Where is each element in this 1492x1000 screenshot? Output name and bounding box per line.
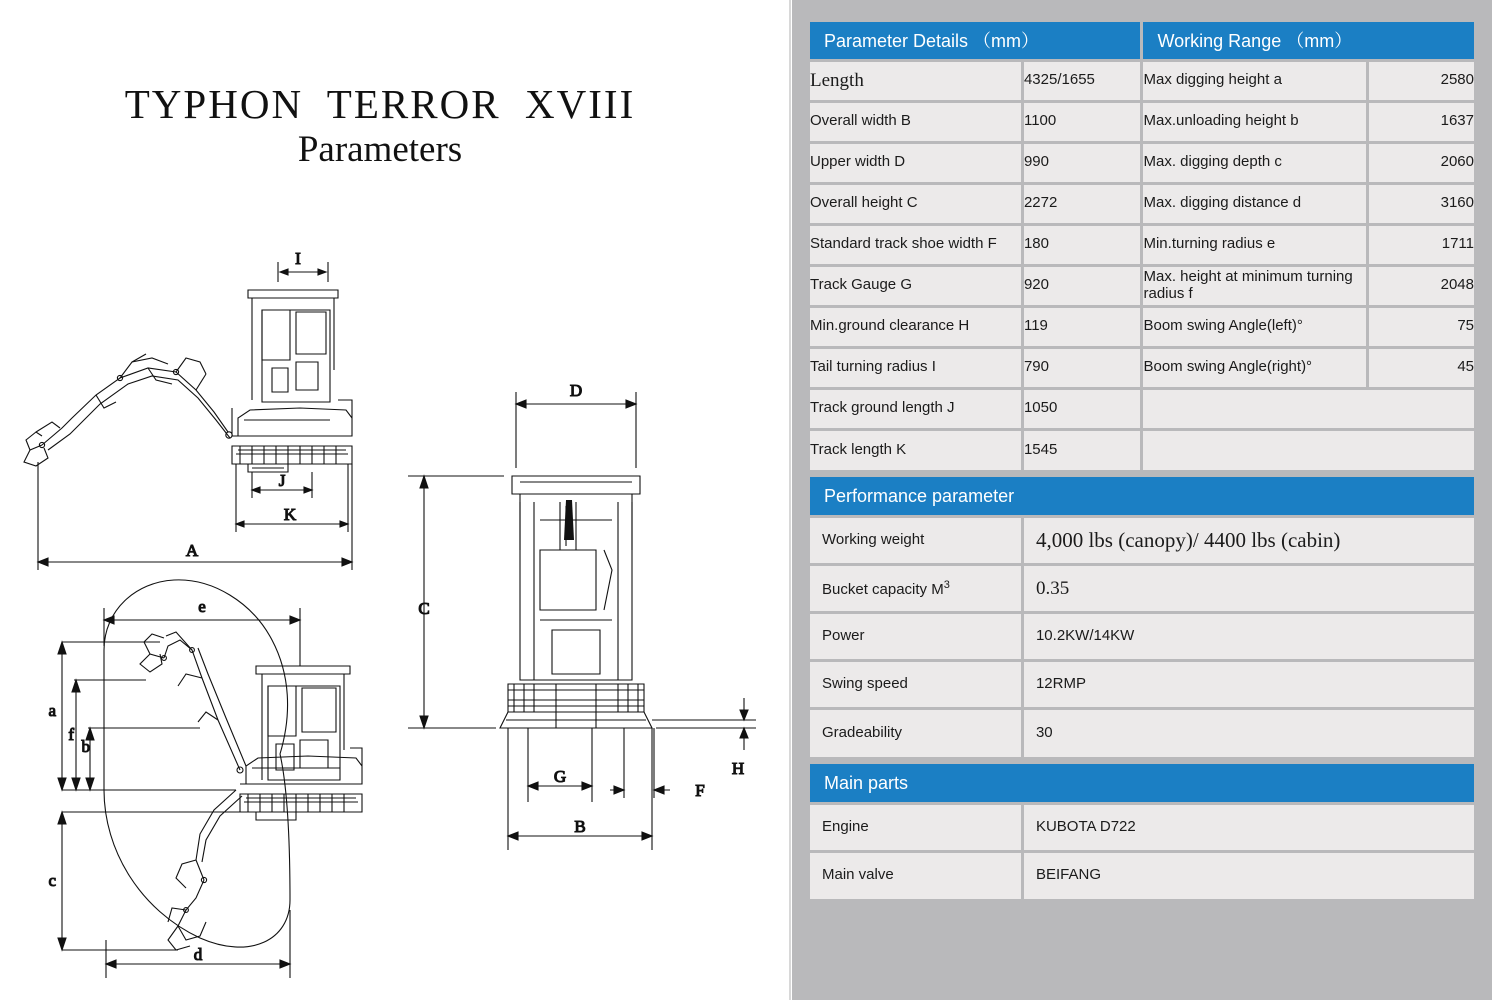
param-name: Track Gauge G bbox=[810, 265, 1022, 306]
param-value: 2272 bbox=[1022, 183, 1142, 224]
range-value: 2060 bbox=[1368, 142, 1474, 183]
range-name: Min.turning radius e bbox=[1142, 224, 1368, 265]
param-value: 990 bbox=[1022, 142, 1142, 183]
param-name: Track length K bbox=[810, 429, 1022, 470]
range-name: Max. height at minimum turning radius f bbox=[1142, 265, 1368, 306]
param-name: Overall height C bbox=[810, 183, 1022, 224]
dim-label-a: a bbox=[48, 701, 56, 720]
perf-name: Working weight bbox=[810, 517, 1022, 565]
range-value: 2048 bbox=[1368, 265, 1474, 306]
param-value: 119 bbox=[1022, 306, 1142, 347]
range-name: Boom swing Angle(left)° bbox=[1142, 306, 1368, 347]
param-value: 1545 bbox=[1022, 429, 1142, 470]
part-value: BEIFANG bbox=[1022, 851, 1474, 899]
header-working-range: Working Range （mm） bbox=[1142, 22, 1474, 60]
dim-label-I: I bbox=[295, 250, 301, 268]
range-value: 3160 bbox=[1368, 183, 1474, 224]
table-row bbox=[810, 265, 1474, 306]
param-value: 1050 bbox=[1022, 388, 1142, 429]
range-value: 1637 bbox=[1368, 101, 1474, 142]
table-row bbox=[810, 851, 1474, 899]
perf-value: 12RMP bbox=[1022, 661, 1474, 709]
performance-table bbox=[810, 515, 1474, 757]
table-row bbox=[810, 388, 1474, 429]
main-parts-table bbox=[810, 802, 1474, 900]
table-row bbox=[810, 183, 1474, 224]
param-name: Min.ground clearance H bbox=[810, 306, 1022, 347]
part-name: Engine bbox=[810, 803, 1022, 851]
dim-label-C: C bbox=[418, 599, 430, 618]
parameter-table bbox=[810, 22, 1474, 470]
param-name: Overall width B bbox=[810, 101, 1022, 142]
param-value: 1100 bbox=[1022, 101, 1142, 142]
param-value: 180 bbox=[1022, 224, 1142, 265]
range-empty bbox=[1142, 388, 1474, 429]
title-block bbox=[0, 82, 760, 172]
dim-label-J: J bbox=[278, 471, 286, 490]
range-value: 75 bbox=[1368, 306, 1474, 347]
range-value: 45 bbox=[1368, 347, 1474, 388]
perf-value: 10.2KW/14KW bbox=[1022, 613, 1474, 661]
perf-value: 30 bbox=[1022, 709, 1474, 757]
range-name: Max digging height a bbox=[1142, 60, 1368, 101]
dim-label-G: G bbox=[553, 767, 567, 786]
perf-name: Swing speed bbox=[810, 661, 1022, 709]
param-name: Track ground length J bbox=[810, 388, 1022, 429]
table-row bbox=[810, 347, 1474, 388]
header-parameter-details: Parameter Details （mm） bbox=[810, 22, 1142, 60]
excavator-drawings bbox=[0, 250, 790, 995]
table-row bbox=[810, 224, 1474, 265]
table-row bbox=[810, 803, 1474, 851]
table-row bbox=[810, 661, 1474, 709]
range-name: Boom swing Angle(right)° bbox=[1142, 347, 1368, 388]
table-header-row bbox=[810, 22, 1474, 60]
perf-name: Power bbox=[810, 613, 1022, 661]
dim-label-H: H bbox=[731, 759, 745, 778]
table-row bbox=[810, 306, 1474, 347]
perf-name: Gradeability bbox=[810, 709, 1022, 757]
page-title: TYPHON TERROR XVIII bbox=[124, 81, 636, 127]
performance-section-title: Performance parameter bbox=[810, 477, 1474, 515]
param-value: 790 bbox=[1022, 347, 1142, 388]
table-row bbox=[810, 565, 1474, 613]
part-name: Main valve bbox=[810, 851, 1022, 899]
table-row bbox=[810, 709, 1474, 757]
perf-name: Bucket capacity $M^3$ bbox=[810, 565, 1022, 613]
param-value: 920 bbox=[1022, 265, 1142, 306]
param-name: Tail turning radius I bbox=[810, 347, 1022, 388]
param-value: 4325/1655 bbox=[1022, 60, 1142, 101]
param-name: Upper width D bbox=[810, 142, 1022, 183]
range-value: 2580 bbox=[1368, 60, 1474, 101]
dim-label-F: F bbox=[695, 781, 705, 800]
range-empty bbox=[1142, 429, 1474, 470]
dim-label-A: A bbox=[185, 541, 199, 560]
perf-value: 0.35 bbox=[1022, 565, 1474, 613]
param-name: Length bbox=[810, 60, 1022, 101]
param-name: Standard track shoe width F bbox=[810, 224, 1022, 265]
table-row bbox=[810, 429, 1474, 470]
dim-label-d: d bbox=[193, 945, 203, 964]
table-row bbox=[810, 60, 1474, 101]
main-parts-section-title: Main parts bbox=[810, 764, 1474, 802]
dim-label-B: B bbox=[574, 817, 586, 836]
perf-value: 4,000 lbs (canopy)/ 4400 lbs (cabin) bbox=[1022, 517, 1474, 565]
table-row bbox=[810, 142, 1474, 183]
range-name: Max.unloading height b bbox=[1142, 101, 1368, 142]
spec-table-panel bbox=[792, 0, 1492, 1000]
part-value: KUBOTA D722 bbox=[1022, 803, 1474, 851]
dim-label-D: D bbox=[569, 381, 583, 400]
table-row bbox=[810, 101, 1474, 142]
table-row bbox=[810, 613, 1474, 661]
dim-label-c: c bbox=[48, 871, 56, 890]
range-name: Max. digging distance d bbox=[1142, 183, 1368, 224]
range-name: Max. digging depth c bbox=[1142, 142, 1368, 183]
table-row bbox=[810, 517, 1474, 565]
dim-label-f: f bbox=[68, 725, 74, 744]
range-value: 1711 bbox=[1368, 224, 1474, 265]
panel-divider bbox=[789, 0, 791, 1000]
dim-label-e: e bbox=[198, 597, 206, 616]
page-subtitle: Parameters bbox=[297, 128, 463, 170]
dim-label-K: K bbox=[283, 505, 297, 524]
dim-label-b: b bbox=[81, 737, 90, 756]
